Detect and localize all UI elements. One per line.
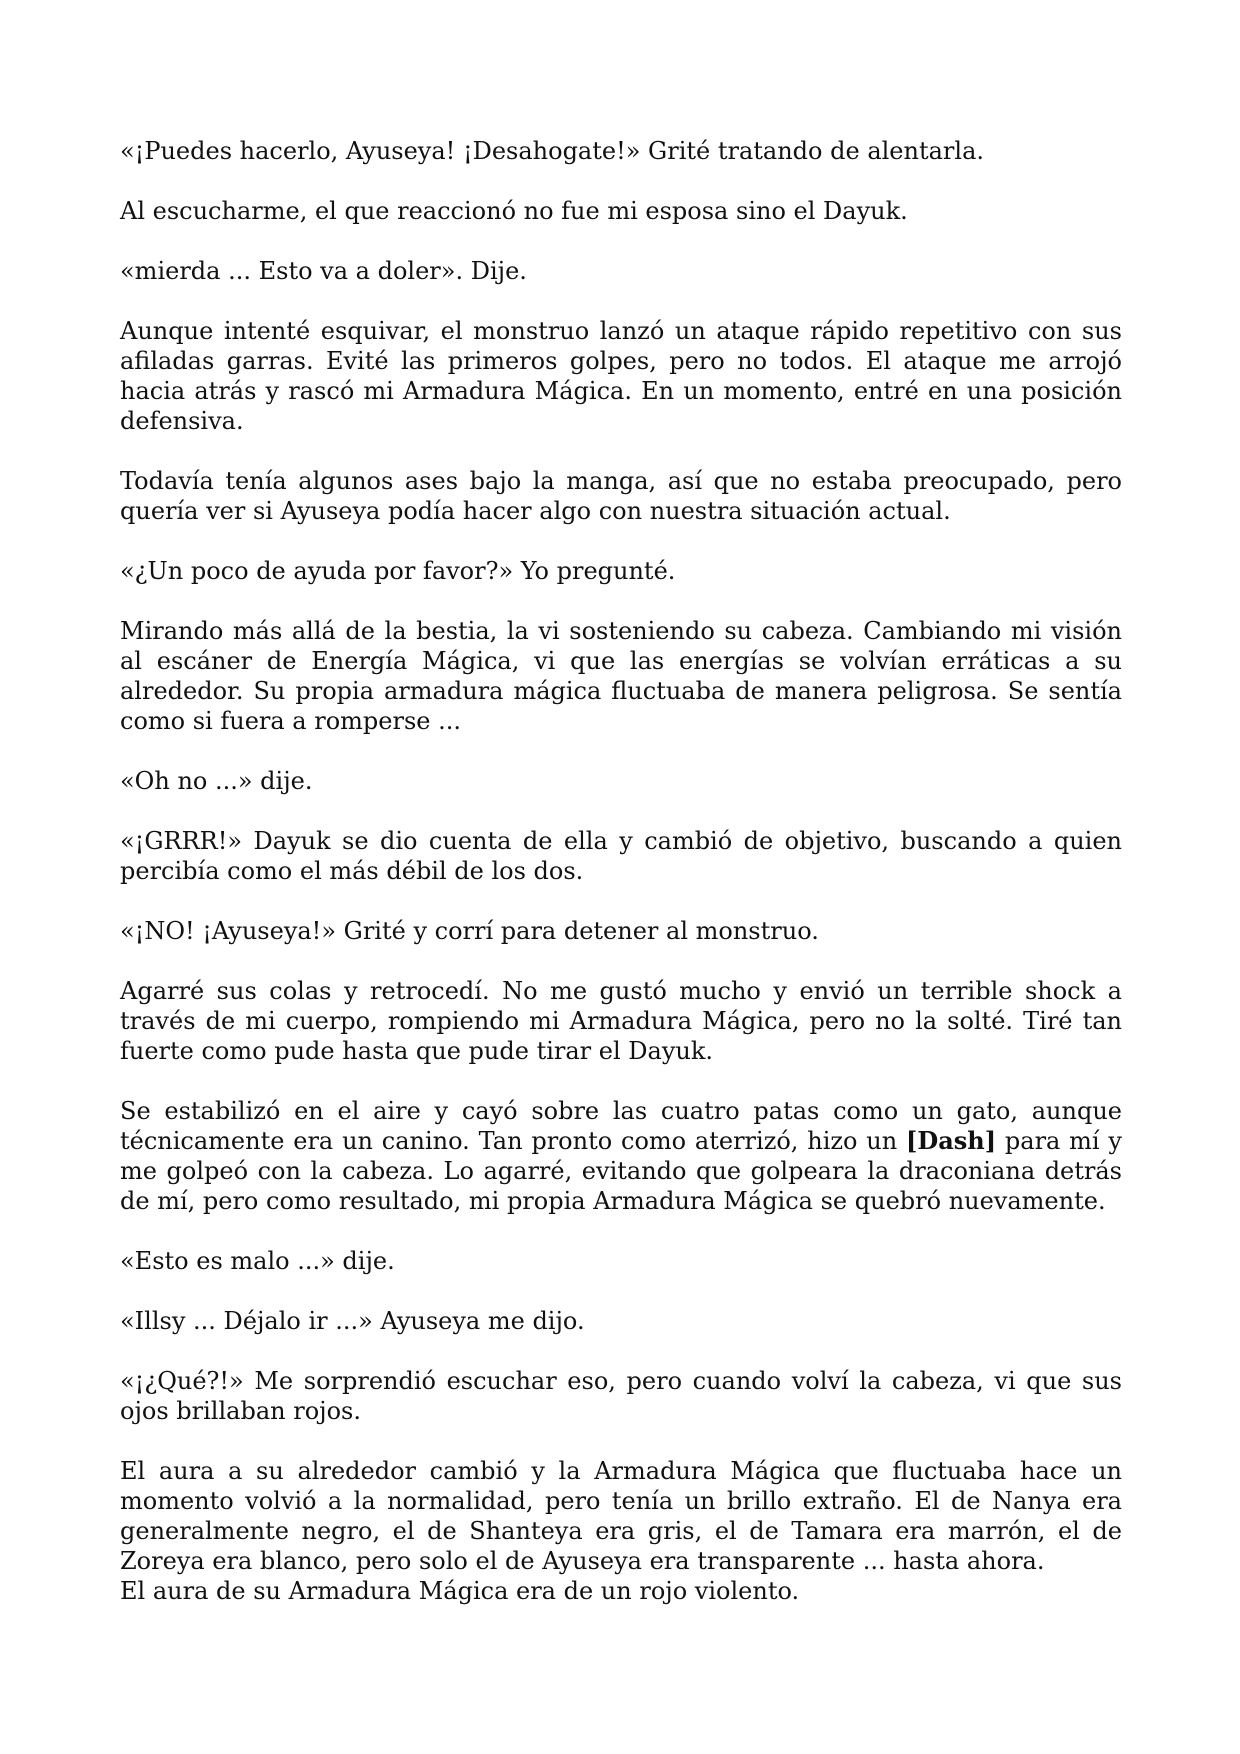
paragraph-10: «¡NO! ¡Ayuseya!» Grité y corrí para detener al monstruo. (120, 917, 819, 945)
document-page (120, 136, 1122, 1606)
paragraph-1: «¡Puedes hacerlo, Ayuseya! ¡Desahogate!» Grité tratando de alentarla. (120, 137, 984, 165)
paragraph-6: «¿Un poco de ayuda por favor?» Yo pregunté. (120, 557, 676, 585)
paragraph-16: El aura a su alrededor cambió y la Armadura Mágica que fluctuaba hace un momento volvió a la normalidad, pero tenía un brillo extraño. El de Nanya era generalmente negro, el de Shanteya era gris, el de Tamara era marrón, el de Zoreya era blanco, pero solo el de Ayuseya era transparente ... hasta ahora. (120, 1457, 1122, 1575)
paragraph-13: «Esto es malo ...» dije. (120, 1247, 395, 1275)
paragraph-15: «¡¿Qué?!» Me sorprendió escuchar eso, pero cuando volví la cabeza, vi que sus ojos brillaban rojos. (120, 1367, 1122, 1425)
paragraph-8: «Oh no ...» dije. (120, 767, 313, 795)
paragraph-12-before: Se estabilizó en el aire y cayó sobre las cuatro patas como un gato, aunque técnicamente era un canino. Tan pronto como aterrizó, hizo un (120, 1097, 1122, 1155)
paragraph-17: El aura de su Armadura Mágica era de un rojo violento. (120, 1577, 800, 1605)
paragraph-12-after: para mí y me golpeó con la cabeza. Lo agarré, evitando que golpeara la draconiana detrás de mí, pero como resultado, mi propia Armadura Mágica se quebró nuevamente. (120, 1127, 1122, 1215)
paragraph-14: «Illsy ... Déjalo ir ...» Ayuseya me dijo. (120, 1307, 585, 1335)
paragraph-11: Agarré sus colas y retrocedí. No me gustó mucho y envió un terrible shock a través de mi cuerpo, rompiendo mi Armadura Mágica, pero no la solté. Tiré tan fuerte como pude hasta que pude tirar el Dayuk. (120, 977, 1122, 1065)
paragraph-7: Mirando más allá de la bestia, la vi sosteniendo su cabeza. Cambiando mi visión al escáner de Energía Mágica, vi que las energías se volvían erráticas a su alrededor. Su propia armadura mágica fluctuaba de manera peligrosa. Se sentía como si fuera a romperse ... (120, 617, 1122, 735)
skill-name-dash: [Dash] (906, 1126, 997, 1155)
paragraph-9: «¡GRRR!» Dayuk se dio cuenta de ella y cambió de objetivo, buscando a quien percibía como el más débil de los dos. (120, 827, 1122, 885)
paragraph-4: Aunque intenté esquivar, el monstruo lanzó un ataque rápido repetitivo con sus afiladas garras. Evité las primeros golpes, pero no todos. El ataque me arrojó hacia atrás y rascó mi Armadura Mágica. En un momento, entré en una posición defensiva. (120, 317, 1122, 435)
paragraph-12 (120, 1096, 1122, 1216)
paragraph-3: «mierda ... Esto va a doler». Dije. (120, 257, 527, 285)
paragraph-5: Todavía tenía algunos ases bajo la manga, así que no estaba preocupado, pero quería ver si Ayuseya podía hacer algo con nuestra situación actual. (120, 467, 1122, 525)
paragraph-2: Al escucharme, el que reaccionó no fue mi esposa sino el Dayuk. (120, 197, 908, 225)
